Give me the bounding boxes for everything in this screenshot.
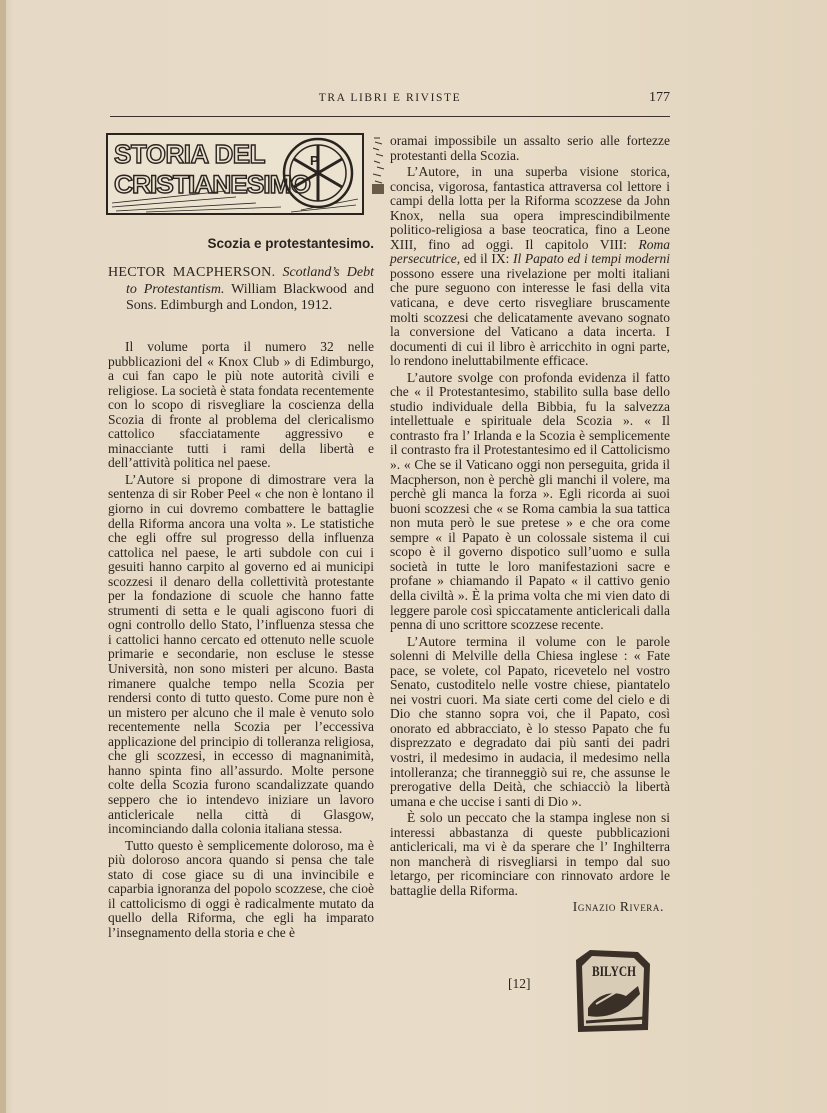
citation-publisher: William Blackwood and Sons. Edimburgh and London, 1912.: [126, 281, 375, 313]
svg-text:P: P: [310, 153, 319, 168]
signature-mark: [12]: [508, 976, 531, 991]
paragraph: oramai impossibile un assalto serio alle fortezze protestanti della Scozia.: [390, 133, 670, 163]
section-title: Scozia e protestantesimo.: [207, 236, 374, 251]
right-column: [390, 134, 670, 915]
headpiece-line2: CRISTIANESIMO: [114, 171, 311, 199]
paragraph: Il volume porta il numero 32 nelle pubblicazioni del « Knox Club » di Edimburgo, a cui fan capo le più note autorità civili e religiose. La società è stata fondata recentemente con lo scopo di risvegliare la coscienza della Scozia di fronte al problema del clericalismo cattolico sfacciatamente aggressivo e minacciante tutti i rami della libertà e dell’attività politica nel paese.: [108, 339, 374, 471]
author-signature: Ignazio Rivera.: [572, 899, 664, 915]
paragraph: L’Autore si propone di dimostrare vera la sentenza di sir Rober Peel « che non è lontano il giorno in cui dovremo combattere le battaglie della Riforma ancora una volta ». Le statistiche che egli offre sul progresso della influenza cattolica nel paese, le arti subdole con cui i gesuiti hanno carpito al governo ed ai municipi scozzesi il denaro della collettività protestante per la fondazione di scuole che hanno fatte strumenti di setta e le quali agiscono fuori di ogni controllo dello Stato, l’influenza stessa che i cattolici hanno cercato ed ottenuto nelle scuole primarie e secondarie, non escluse le stesse Università, non sono misteri per alcuno. Basta rimanere qualche tempo nella Scozia per rendersi conto di tutto questo. Come pure non è un mistero per alcuno che il male è venuto solo recentemente nella Scozia per l’eccessiva applicazione del principio di tolleranza religiosa, che gli scozzesi, in eccesso di magnanimità, hanno spinta fino all’assurdo. Molte persone colte della Scozia furono scandalizzate quando seppero che io intendevo iniziare un lavoro anticlericale nella città di Glasgow, incominciando dalla colonia italiana stessa.: [108, 471, 374, 837]
headpiece-illustration: [106, 133, 364, 215]
paragraph: L’Autore termina il volume con le parole solenni di Melville della Chiesa inglese : « Fate pace, se volete, col Papato, ricevetelo nel vostro Senato, custoditelo nelle vostre chiese, piantatelo nei vostri cuori. Ma siate certi come del cielo e di Dio che stanno sopra voi, che il Papato, così onorato ed abbracciato, è lo stesso Papato che fu disprezzato e degradato dai più santi dei padri vostri, il medesimo in audacia, il medesimo nella intolleranza; che tiranneggiò sui re, che assunse le prerogative della Deità, che schiacciò la libertà umana e che uccise i santi di Dio ».: [390, 633, 670, 809]
header-rule: [110, 116, 670, 117]
chapter-title: Roma persecutrice,: [390, 236, 671, 267]
margin-ornament-icon: [370, 136, 388, 196]
paragraph: È solo un peccato che la stampa inglese non si interessi abbastanza di queste pubblicazioni anticlericali, ma vi è da sperare che l’ Inghilterra non mancherà di risvegliarsi in tempo dal suo letargo, per ricominciare con rinnovato ardore le battaglie della Riforma.: [390, 810, 670, 898]
ex-libris-text: BILYCH: [592, 964, 637, 980]
paragraph: L’Autore, in una superba visione storica, concisa, vigorosa, fantastica attraversa col lettore i campi della lotta per la Riforma scozzese da John Knox, nella sua opera imprescindibilmente politico-religiosa a base teocratica, fino a Leone XIII, fino ad oggi. Il capitolo VIII: Roma persecutrice, ed il IX: Il Papato ed i tempi moderni possono essere una rivelazione per molti italiani che pure seguono con interesse le fasi della vita vaticana, e deve certo risvegliare bruscamente molti scozzesi che delicatamente avevano sognato la conversione del Vaticano a data incerta. I documenti di cui il libro è arricchito in ogni parte, lo rendono ineluttabilmente efficace.: [390, 164, 671, 369]
citation-author: HECTOR MACPHERSON.: [108, 265, 276, 280]
page-number: 177: [649, 90, 670, 105]
left-column: [108, 340, 374, 940]
running-title: TRA LIBRI E RIVISTE: [318, 92, 462, 104]
running-head: [110, 90, 670, 114]
paragraph: L’autore svolge con profonda evidenza il fatto che « il Protestantesimo, stabilito sulla base dello studio individuale della Bibbia, fu la salvezza intellettuale e spirituale dela Scozia ». « Il contrasto fra l’ Irlanda e la Scozia è semplicemente il contrasto fra il Protestantesimo ed il Cattolicismo ». « Che se il Vaticano oggi non perseguita, grida il Macpherson, non è perchè gli manchi il volere, ma perchè gli manca la forza ». Egli ricorda ai suoi buoni scozzesi che « se Roma cambia la sua tattica non muta però le sue pretese » e che ora come sempre « il Papato è un colossale sistema il cui scopo è il governo dispotico sull’uomo e sulla società in tutte le loro manifestazioni sacre e profane » chiamando il Papato « il cattivo genio della civiltà ». È la prima volta che mi vien dato di leggere parole così spiccatamente anticlericali dalla penna di uno scrittore scozzese recente.: [390, 369, 670, 633]
page-edge: [0, 0, 6, 1113]
book-citation: [108, 265, 374, 315]
citation-book-title: Scotland’s Debt to Protestantism.: [126, 265, 374, 297]
paragraph: Tutto questo è semplicemente doloroso, ma è più doloroso ancora quando si pensa che tale stato di cose giace su di una invincibile e caparbia ignoranza del popolo scozzese, che cioè il cattolicismo di oggi è radicalmente mutato da quello della Riforma, che egli ha imparato l’insegnamento della storia e che è: [108, 837, 374, 940]
chapter-title: Il Papato ed i tempi moderni: [512, 251, 670, 267]
headpiece-line1: STORIA DEL: [114, 139, 266, 169]
ex-libris-stamp-icon: [568, 946, 656, 1038]
